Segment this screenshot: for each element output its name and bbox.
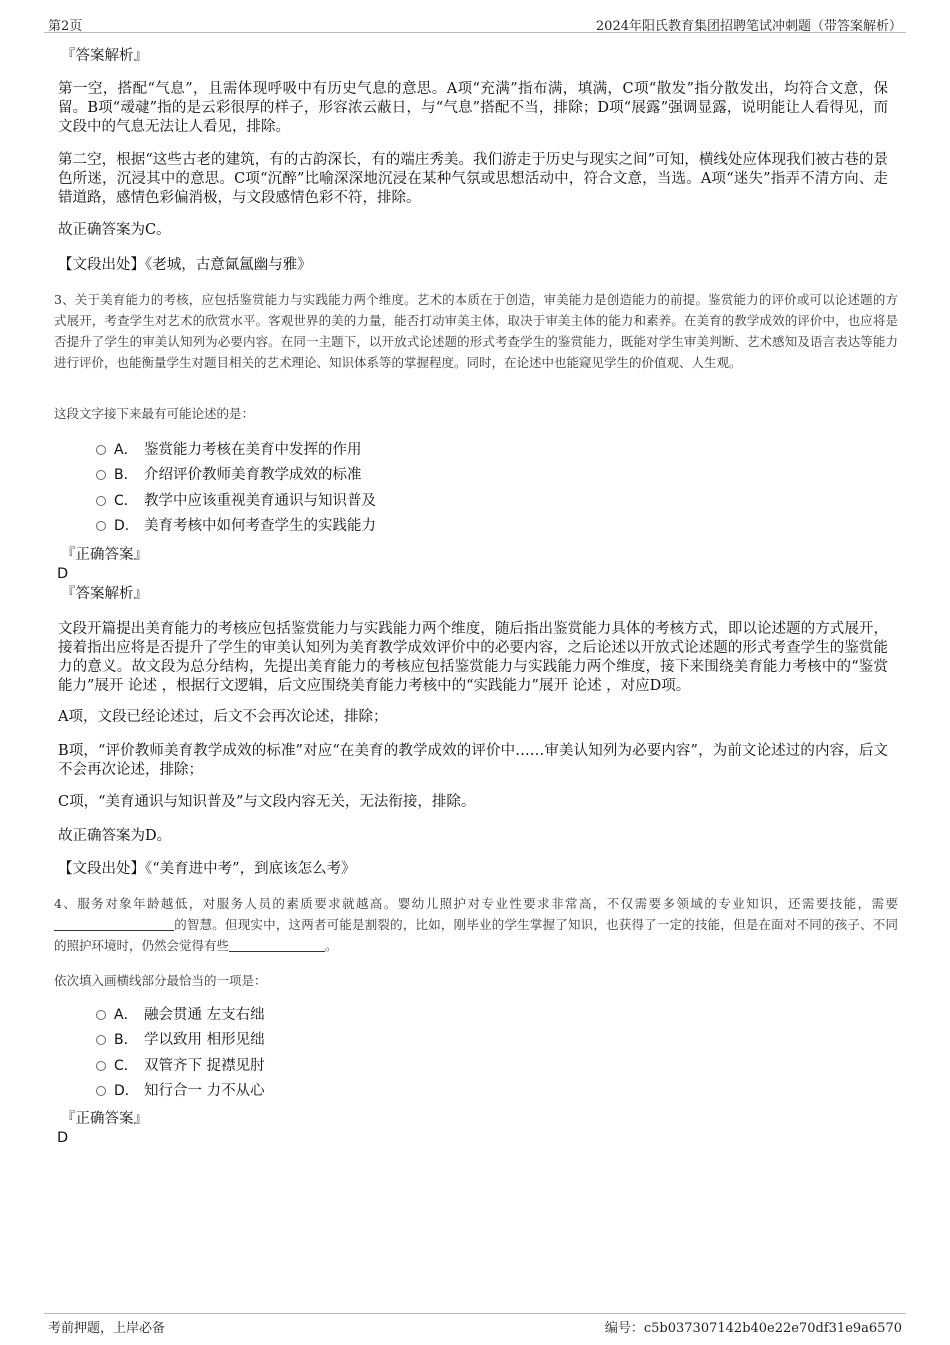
q4-option-c[interactable]: C． 双管齐下 捉襟见肘 bbox=[96, 1057, 265, 1076]
q2-analysis-p1: 第一空，搭配“气息”，且需体现呼吸中有历史气息的意思。A项“充满”指布满，填满，C项“散发”指分散发出，均符合文意，保留。B项“叆叇”指的是云彩很厚的样子，形容浓云蔽日，与“气息”搭配不当，排除；D项“展露”强调显露，说明能让人看得见，而文段中的气息无法让人看见，排除。 bbox=[58, 81, 888, 135]
q2-conclusion: 故正确答案为C。 bbox=[58, 222, 171, 238]
q3-option-b[interactable]: B． 介绍评价教师美育教学成效的标准 bbox=[96, 466, 362, 485]
document-title: 2024年阳氏教育集团招聘笔试冲刺题（带答案解析） bbox=[595, 19, 902, 34]
q4-answer: D bbox=[57, 1130, 69, 1146]
radio-icon[interactable] bbox=[96, 470, 106, 480]
q4-answer-label: 『正确答案』 bbox=[61, 1111, 148, 1127]
q3-answer: D bbox=[57, 566, 69, 582]
radio-icon[interactable] bbox=[96, 1035, 106, 1045]
q4-stem: 4、服务对象年龄越低，对服务人员的素质要求就越高。婴幼儿照护对专业性要求非常高，不仅需要多领域的专业知识，还需要技能，需要的智慧。但现实中，这两者可能是割裂的，比如，刚毕业的学生掌握了知识，也获得了一定的技能，但是在面对不同的孩子、不同的照护环境时，仍然会觉得有些 。 bbox=[54, 896, 898, 953]
q3-option-d[interactable]: D． 美育考核中如何考查学生的实践能力 bbox=[96, 517, 376, 536]
q4-option-d[interactable]: D． 知行合一 力不从心 bbox=[96, 1082, 265, 1101]
q4-option-b[interactable]: B． 学以致用 相形见绌 bbox=[96, 1031, 265, 1050]
document-id: 编号：c5b037307142b40e22e70df31e9a6570 bbox=[604, 1321, 902, 1336]
q3-prompt: 这段文字接下来最有可能论述的是： bbox=[54, 406, 255, 421]
q3-analysis-p4: C项，“美育通识与知识普及”与文段内容无关，无法衔接，排除。 bbox=[58, 794, 476, 810]
q2-source: 【文段出处】《老城，古意氤氲幽与雅》 bbox=[58, 257, 312, 273]
page-number: 第2页 bbox=[48, 19, 83, 34]
radio-icon[interactable] bbox=[96, 1061, 106, 1071]
radio-icon[interactable] bbox=[96, 521, 106, 531]
q3-option-a[interactable]: A． 鉴赏能力考核在美育中发挥的作用 bbox=[96, 441, 362, 460]
fill-blank-2 bbox=[229, 939, 325, 952]
radio-icon[interactable] bbox=[96, 496, 106, 506]
q3-option-c[interactable]: C． 教学中应该重视美育通识与知识普及 bbox=[96, 492, 376, 511]
q4-prompt: 依次填入画横线部分最恰当的一项是： bbox=[54, 973, 267, 988]
q3-analysis-p2: A项，文段已经论述过，后文不会再次论述，排除； bbox=[58, 709, 388, 725]
q3-stem: 3、关于美育能力的考核，应包括鉴赏能力与实践能力两个维度。艺术的本质在于创造，审美能力是创造能力的前提。鉴赏能力的评价或可以论述题的方式展开，考查学生对艺术的欣赏水平。客观世界的美的力量，能否打动审美主体，取决于审美主体的能力和素养。在美育的教学成效的评价中，也应将是否提升了学生的审美认知列为必要内容。在同一主题下，以开放式论述题的形式考查学生的鉴赏能力，既能对学生审美判断、艺术感知及语言表达等能力进行评价，也能衡量学生对题目相关的艺术理论、知识体系等的掌握程度。同时，在论述中也能窥见学生的价值观、人生观。 bbox=[54, 292, 898, 370]
fill-blank-1 bbox=[54, 918, 174, 931]
q3-analysis-p1: 文段开篇提出美育能力的考核应包括鉴赏能力与实践能力两个维度，随后指出鉴赏能力具体的考核方式，即以论述题的方式展开，接着指出应将是否提升了学生的审美认知列为美育教学成效评价中的必要内容，之后论述以开放式论述题的形式考查学生的鉴赏能力的意义。故文段为总分结构，先提出美育能力的考核应包括鉴赏能力与实践能力两个维度，接下来围绕美育能力考核中的“鉴赏能力”展开 论述 ，根据行文逻辑，后文应围绕美育能力考核中的“实践能力”展开 论述 ，对应D项。 bbox=[58, 621, 888, 694]
q2-analysis-p2: 第二空，根据“这些古老的建筑，有的古韵深长，有的端庄秀美。我们游走于历史与现实之间”可知，横线处应体现我们被古巷的景色所迷，沉浸其中的意思。C项“沉醉”比喻深深地沉浸在某种气氛或思想活动中，符合文意，当选。A项“迷失”指弄不清方向、走错道路，感情色彩偏消极，与文段感情色彩不符，排除。 bbox=[58, 152, 888, 206]
radio-icon[interactable] bbox=[96, 445, 106, 455]
page-footer bbox=[44, 1313, 906, 1335]
radio-icon[interactable] bbox=[96, 1010, 106, 1020]
q3-conclusion: 故正确答案为D。 bbox=[58, 828, 172, 844]
page-header bbox=[44, 14, 906, 33]
footer-slogan: 考前押题，上岸必备 bbox=[48, 1321, 166, 1336]
q3-source: 【文段出处】《“美育进中考”，到底该怎么考》 bbox=[58, 861, 356, 877]
q4-option-a[interactable]: A． 融会贯通 左支右绌 bbox=[96, 1006, 265, 1025]
q2-analysis-label: 『答案解析』 bbox=[61, 48, 148, 64]
q3-analysis-label: 『答案解析』 bbox=[61, 586, 148, 602]
radio-icon[interactable] bbox=[96, 1086, 106, 1096]
q3-answer-label: 『正确答案』 bbox=[61, 547, 148, 563]
q3-analysis-p3: B项，“评价教师美育教学成效的标准”对应“在美育的教学成效的评价中……审美认知列为必要内容”，为前文论述过的内容，后文不会再次论述，排除； bbox=[58, 743, 888, 778]
